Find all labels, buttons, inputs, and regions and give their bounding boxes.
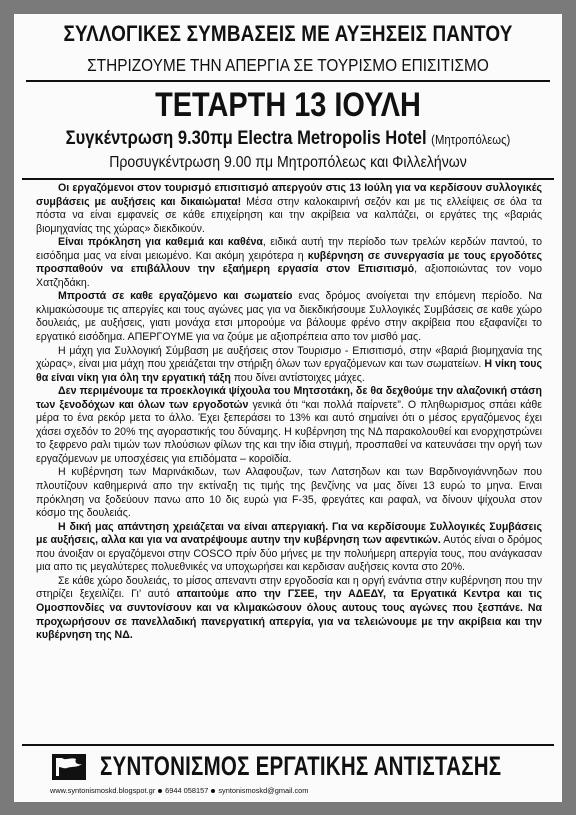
subheadline: ΣΤΗΡΙΖΟΥΜΕ ΤΗΝ ΑΠΕΡΓΙΑ ΣΕ ΤΟΥΡΙΣΜΟ ΕΠΙΣΙΤΙΣΜΟ — [87, 55, 489, 75]
strike-date: ΤΕΤΑΡΤΗ 13 ΙΟΥΛΗ — [155, 86, 421, 124]
text: Η κυβέρνηση των Μαρινάκιδων, των Αλαφουζων, των Λατσηδων και των Βαρδινογιάννηδων που πλουτίζουν καθημερινά απο την εκτίναξη τις τιμής της βενζίνης να μας δίνει 13 ευρώ το μηνα. Ειναι πρόκληση να ξοδεύουν πανω απο 10 δις ευρώ για F-35, φρεγάτες και ραφαλ, να δίνουν ψίχουλα στον κόσμο της δουλειάς. — [36, 466, 542, 520]
text: ενας δρόμος ανοίγεται την επόμενη περίοδο. Να κλιμακώσουμε τις απεργίες και τους αγώνες μας για να διεκδικήσουμε Συλλογικές Συμβάσεις σε καθε χώρο δουλειάς, με αυξήσεις, γιατι μονάχα ετσι μπορούμε να βάλουμε φρένο στην ακρίβεια που εξαφανίζει το εργατικό εισόδημα. ΑΠΕΡΓΟΥΜΕ για να ζούμε με αξιοπρέπεια απο τον μισθό μας. — [36, 290, 542, 344]
blog-link[interactable]: www.syntonismoskd.blogspot.gr — [50, 786, 156, 795]
text: γενικά ότι “και πολλά παίρνετε”. Ο πληθωρισμος σπάει κάθε μέρα το ένα ρεκόρ μετα το άλλο. Έχει ξεπεράσει το 13% και αυτό σημαίνει ότι ο μέσος εργαζόμενος έχει χάσει σχεδόν το 20% της αγοραστικής του δύναμης. Η κυβέρνηση της ΝΔ παρακολουθεί και ενορχηστρώνει το ξεφρενο ραλι τιμών των πλούσιων φίλων της και την ίδια στιγμή, προσπαθεί να κατευνάσει την οργή των εργαζόμενων με υποσχέσεις για επιδόματα – κοροϊδία. — [36, 398, 542, 465]
text: που δίνει αντίστοιχες μάχες. — [230, 371, 365, 384]
bold-text: Η νίκη τους θα είναι νίκη για όλη την εργατική τάξη — [36, 358, 542, 384]
text: Σε κάθε χώρο δουλειάς, το μίσος απεναντι στην εργοδοσία και η οργή ενάντια στην κυβέρνηση που την στηρίζει ξεχειλίζει. Γι’ αυτό — [36, 574, 542, 601]
bold-text: Δεν περιμένουμε τα προεκλογικά ψίχουλα του Μητσοτάκη, δε θα δεχθούμε την αλαζονική στάση των ξενοδόχων και όλων των εργοδοτών — [36, 385, 542, 411]
flag-logo-icon — [52, 754, 86, 780]
meeting-place: (Μητροπόλεως) — [431, 132, 511, 147]
meeting-text: Συγκέντρωση 9.30πμ Electra Metropolis Hotel — [65, 128, 427, 149]
paragraph — [36, 521, 542, 575]
paragraph — [36, 575, 542, 643]
paragraph — [36, 466, 542, 520]
text: Η μάχη για Συλλογική Σύμβαση με αυξήσεις στον Τουρισμο - Επισιτισμό, στην «βαριά βιομηχανία της χώρας», είναι μια μάχη που χρειάζεται την στήριξη όλων των εργαζόμενων και των σωματείων. — [36, 344, 542, 371]
paragraph — [36, 345, 542, 386]
paragraph — [36, 182, 542, 236]
headline: ΣΥΛΛΟΓΙΚΕΣ ΣΥΜΒΑΣΕΙΣ ΜΕ ΑΥΞΗΣΕΙΣ ΠΑΝΤΟΥ — [63, 21, 513, 46]
paragraph — [36, 290, 542, 344]
divider — [22, 178, 554, 180]
bold-text: Οι εργαζόμενοι στον τουρισμό επισιτισμό απεργούν στις 13 Ιούλη για να κερδίσουν συλλογικές συμβάσεις με αυξήσεις και δικαιώματα! — [36, 182, 542, 208]
paragraph — [36, 385, 542, 466]
bullet — [158, 789, 162, 793]
pre-meeting-line: Προσυγκέντρωση 9.00 πμ Μητροπόλεως και Φιλλελήνων — [109, 154, 467, 171]
text: Αυτός είναι ο δρόμος που άνοιξαν οι εργαζόμενοι στην COSCO πρίν δύο μήνες με την πολυήμερη απεργία τους, που ανάγκασαν μια απο τις μεγαλύτερες πολυεθνικές να υποχωρήσει και κερδισαν αυξήσεις κοντα στο 20%. — [36, 534, 542, 574]
email-link[interactable]: syntonismoskd@gmail.com — [218, 786, 309, 795]
meeting-line — [50, 126, 527, 152]
bullet — [211, 789, 215, 793]
paragraph — [36, 236, 542, 290]
divider — [26, 80, 550, 82]
text: , ειδικά αυτή την περίοδο των τρελών κερδών παντού, το εισόδημα μας να είναι μειωμένο. Και ακόμη χειρότερα η — [36, 236, 542, 262]
divider — [22, 744, 554, 746]
article-body — [36, 182, 542, 742]
bold-text: κυβέρνηση σε συνεργασία με τους εργοδότες προσπαθούν να επιβάλλουν την εξαήμερη εργασία στον Επισιτισμό — [36, 249, 542, 276]
organization-name: ΣΥΝΤΟΝΙΣΜΟΣ ΕΡΓΑΤΙΚΗΣ ΑΝΤΙΣΤΑΣΗΣ — [100, 751, 502, 781]
phone-number: 6944 058157 — [165, 786, 209, 795]
text: Μέσα στην καλοκαιρινή σεζόν και με τις ελλείψεις σε όλα τα πόστα να είναι εμφανείς σε κάθε επιχείρηση και την ακρίβεια να καλπάζει, οι εργάτες της «βαριάς βιομηχανίας της χώρας» διεκδικούν. — [36, 195, 542, 235]
bold-text: Η δική μας απάντηση χρειάζεται να είναι απεργιακή. Για να κερδίσουμε Συλλογικές Συμβάσεις με αυξήσεις, αλλα και για να ανατρέψουμε αυτην την κυβέρνηση των αφεντικών. — [36, 520, 542, 547]
poster-sheet — [14, 14, 562, 802]
text: , αξιοποιώντας τον νομο Χατζηδάκη. — [36, 263, 542, 289]
bold-text: Είναι πρόκληση για καθεμιά και καθένα — [58, 236, 263, 249]
contact-line — [50, 785, 308, 797]
bold-text: απαιτούμε απο την ΓΣΕΕ, την ΑΔΕΔΥ, τα Εργατικά Κεντρα και τις Ομοσπονδίες να συντονίσουν και να κλιμακώσουν όλους αυτους τους αγώνες που ξεσπάνε. Να προχωρήσουν σε πανελλαδική πανεργατική απεργία, για να τελειώνουμε με την ακρίβεια και την κυβέρνηση της ΝΔ. — [36, 588, 542, 642]
bold-text: Μπροστά σε καθε εργαζόμενο και σωματείο — [58, 290, 293, 303]
